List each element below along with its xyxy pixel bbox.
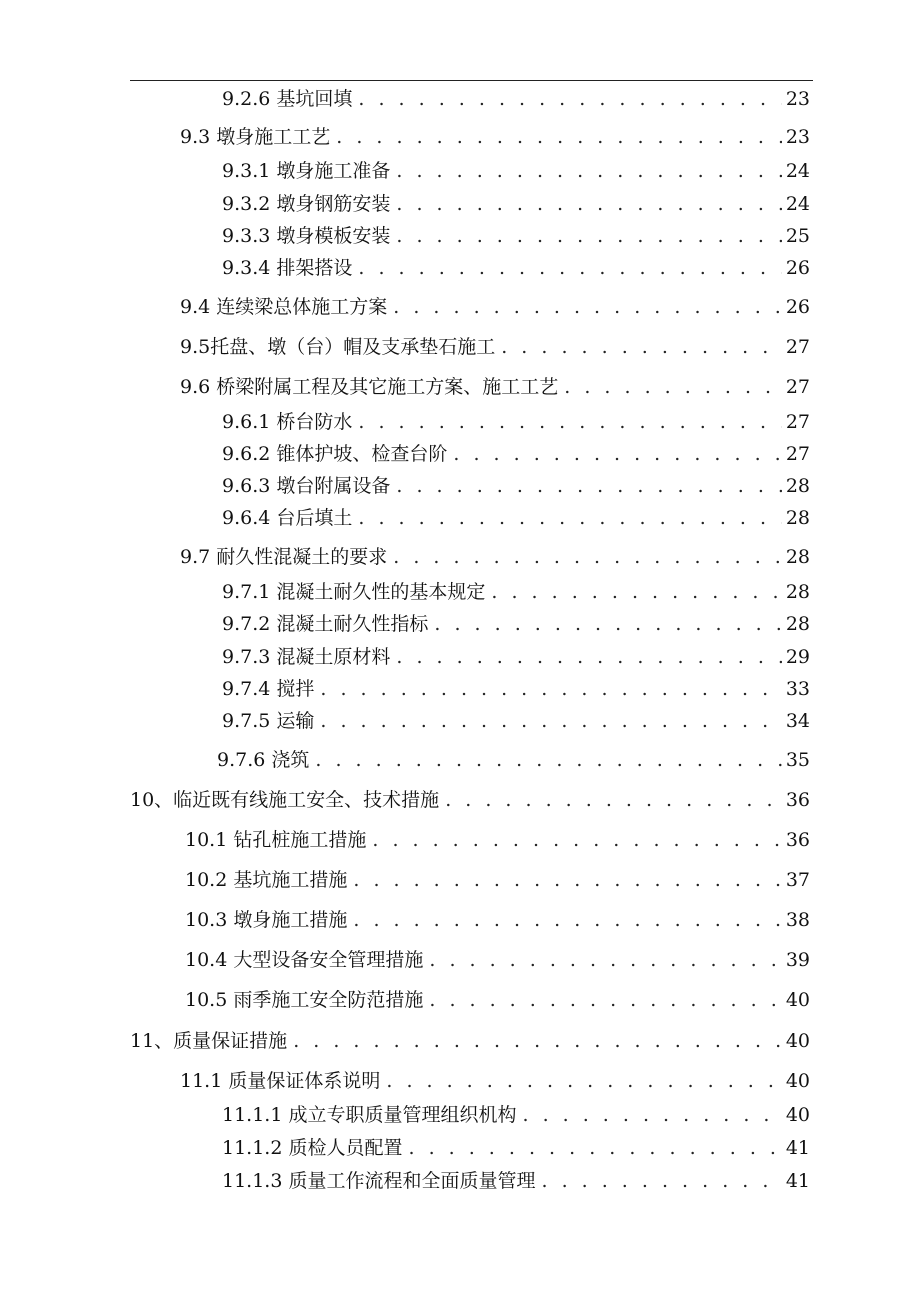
toc-entry-11-1-3[interactable]: [222, 1166, 810, 1196]
toc-entry-label: 9.7.2 混凝土耐久性指标: [222, 613, 429, 635]
toc-entry-label: 11.1.3 质量工作流程和全面质量管理: [222, 1170, 536, 1192]
toc-entry-label: 10.2 基坑施工措施: [185, 869, 348, 891]
toc-entry-9-6-1[interactable]: [222, 407, 810, 437]
toc-entry-9-7[interactable]: [180, 542, 810, 572]
toc-entry-label: 9.7.6 浇筑: [217, 749, 310, 771]
toc-leader-dots: [501, 332, 782, 362]
toc-leader-dots: [396, 189, 781, 219]
toc-entry-9-6-2[interactable]: [222, 439, 810, 469]
toc-page-number: 38: [785, 909, 810, 931]
toc-page-number: 26: [785, 257, 810, 279]
toc-entry-label: 9.3.2 墩身钢筋安装: [222, 193, 391, 215]
toc-entry-label: 10.5 雨季施工安全防范措施: [185, 989, 424, 1011]
toc-entry-label: 10.4 大型设备安全管理措施: [185, 949, 424, 971]
toc-entry-label: 9.2.6 基坑回填: [222, 88, 353, 110]
toc-page-number: 36: [785, 789, 810, 811]
toc-page-number: 28: [785, 507, 810, 529]
toc-page-number: 40: [785, 1030, 810, 1052]
toc-leader-dots: [358, 407, 781, 437]
toc-entry-label: 9.7.3 混凝土原材料: [222, 646, 391, 668]
toc-page-number: 39: [785, 949, 810, 971]
toc-page-number: 40: [785, 989, 810, 1011]
toc-entry-label: 9.3.3 墩身模板安装: [222, 225, 391, 247]
toc-page-number: 27: [785, 411, 810, 433]
toc-leader-dots: [396, 221, 781, 251]
toc-entry-9-6[interactable]: [180, 372, 810, 402]
toc-page-number: 33: [785, 678, 810, 700]
toc-entry-9-4[interactable]: [180, 292, 810, 322]
toc-leader-dots: [315, 745, 781, 775]
toc-leader-dots: [320, 706, 781, 736]
toc-leader-dots: [396, 156, 781, 186]
toc-page-number: 41: [785, 1170, 810, 1192]
toc-entry-label: 11.1.2 质检人员配置: [222, 1137, 403, 1159]
toc-leader-dots: [393, 292, 782, 322]
toc-entry-9-7-1[interactable]: [222, 577, 810, 607]
toc-leader-dots: [491, 577, 781, 607]
toc-page-number: 28: [785, 613, 810, 635]
toc-entry-label: 9.6.1 桥台防水: [222, 411, 353, 433]
toc-entry-11-1-2[interactable]: [222, 1133, 810, 1163]
toc-leader-dots: [353, 865, 781, 895]
toc-entry-label: 9.7 耐久性混凝土的要求: [180, 546, 388, 568]
toc-page-number: 28: [785, 475, 810, 497]
toc-entry-9-3-3[interactable]: [222, 221, 810, 251]
toc-entry-label: 9.6.3 墩台附属设备: [222, 475, 391, 497]
toc-leader-dots: [453, 439, 781, 469]
toc-page-number: 23: [785, 88, 810, 110]
toc-entry-11[interactable]: [130, 1026, 810, 1056]
toc-page-number: 34: [785, 710, 810, 732]
toc-entry-9-7-4[interactable]: [222, 674, 810, 704]
toc-page-number: 28: [785, 581, 810, 603]
toc-entry-label: 10.1 钻孔桩施工措施: [185, 829, 367, 851]
toc-page-number: 27: [785, 336, 810, 358]
toc-page-number: 26: [785, 296, 810, 318]
toc-page-number: 29: [785, 646, 810, 668]
toc-leader-dots: [336, 122, 782, 152]
toc-entry-label: 9.3 墩身施工工艺: [180, 126, 331, 148]
toc-entry-label: 11.1.1 成立专职质量管理组织机构: [222, 1104, 517, 1126]
toc-entry-11-1-1[interactable]: [222, 1100, 810, 1130]
toc-leader-dots: [408, 1133, 781, 1163]
toc-leader-dots: [434, 609, 781, 639]
toc-page-number: 40: [785, 1070, 810, 1092]
toc-entry-label: 9.7.1 混凝土耐久性的基本规定: [222, 581, 486, 603]
toc-leader-dots: [293, 1026, 782, 1056]
toc-leader-dots: [445, 785, 782, 815]
toc-leader-dots: [353, 905, 781, 935]
toc-entry-10-1[interactable]: [185, 825, 810, 855]
toc-entry-label: 9.3.1 墩身施工准备: [222, 160, 391, 182]
toc-entry-label: 9.7.5 运输: [222, 710, 315, 732]
toc-leader-dots: [564, 372, 782, 402]
toc-leader-dots: [358, 503, 781, 533]
toc-page-number: 25: [785, 225, 810, 247]
toc-page-number: 27: [785, 443, 810, 465]
toc-entry-label: 11.1 质量保证体系说明: [180, 1070, 381, 1092]
toc-entry-label: 9.7.4 搅拌: [222, 678, 315, 700]
toc-page-number: 40: [785, 1104, 810, 1126]
toc-page-number: 35: [785, 749, 810, 771]
toc-entry-11-1[interactable]: [180, 1066, 810, 1096]
toc-entry-9-6-3[interactable]: [222, 471, 810, 501]
toc-leader-dots: [372, 825, 781, 855]
toc-leader-dots: [396, 642, 781, 672]
toc-leader-dots: [429, 945, 781, 975]
toc-entry-10[interactable]: [130, 785, 810, 815]
toc-page-number: 28: [785, 546, 810, 568]
toc-leader-dots: [429, 985, 781, 1015]
toc-entry-10-4[interactable]: [185, 945, 810, 975]
toc-entry-label: 9.6 桥梁附属工程及其它施工方案、施工工艺: [180, 376, 559, 398]
toc-entry-label: 11、质量保证措施: [130, 1030, 288, 1052]
toc-entry-10-3[interactable]: [185, 905, 810, 935]
toc-entry-label: 9.4 连续梁总体施工方案: [180, 296, 388, 318]
toc-entry-label: 10.3 墩身施工措施: [185, 909, 348, 931]
toc-leader-dots: [396, 471, 781, 501]
toc-entry-9-7-5[interactable]: [222, 706, 810, 736]
toc-entry-label: 9.3.4 排架搭设: [222, 257, 353, 279]
toc-entry-9-3-2[interactable]: [222, 189, 810, 219]
toc-page-number: 24: [785, 193, 810, 215]
toc-entry-9-3-4[interactable]: [222, 253, 810, 283]
toc-page-number: 24: [785, 160, 810, 182]
toc-entry-label: 9.6.2 锥体护坡、检查台阶: [222, 443, 448, 465]
toc-entry-9-5[interactable]: [180, 332, 810, 362]
toc-entry-label: 9.5托盘、墩（台）帽及支承垫石施工: [180, 336, 496, 358]
toc-leader-dots: [393, 542, 782, 572]
toc-entry-label: 10、临近既有线施工安全、技术措施: [130, 789, 440, 811]
toc-leader-dots: [522, 1100, 781, 1130]
toc-page-number: 37: [785, 869, 810, 891]
toc-entry-label: 9.6.4 台后填土: [222, 507, 353, 529]
toc-entry-10-2[interactable]: [185, 865, 810, 895]
toc-leader-dots: [358, 84, 781, 114]
toc-leader-dots: [320, 674, 781, 704]
toc-page-number: 23: [785, 126, 810, 148]
toc-entry-9-7-6[interactable]: [217, 745, 810, 775]
toc-page-number: 27: [785, 376, 810, 398]
toc-entry-9-3[interactable]: [180, 122, 810, 152]
toc-leader-dots: [386, 1066, 781, 1096]
toc-leader-dots: [358, 253, 781, 283]
toc-entry-10-5[interactable]: [185, 985, 810, 1015]
toc-page-number: 41: [785, 1137, 810, 1159]
header-rule: [130, 80, 813, 81]
toc-leader-dots: [541, 1166, 781, 1196]
toc-entry-9-7-3[interactable]: [222, 642, 810, 672]
toc-entry-9-2-6[interactable]: [222, 84, 810, 114]
toc-entry-9-3-1[interactable]: [222, 156, 810, 186]
toc-entry-9-6-4[interactable]: [222, 503, 810, 533]
toc-entry-9-7-2[interactable]: [222, 609, 810, 639]
toc-page-number: 36: [785, 829, 810, 851]
